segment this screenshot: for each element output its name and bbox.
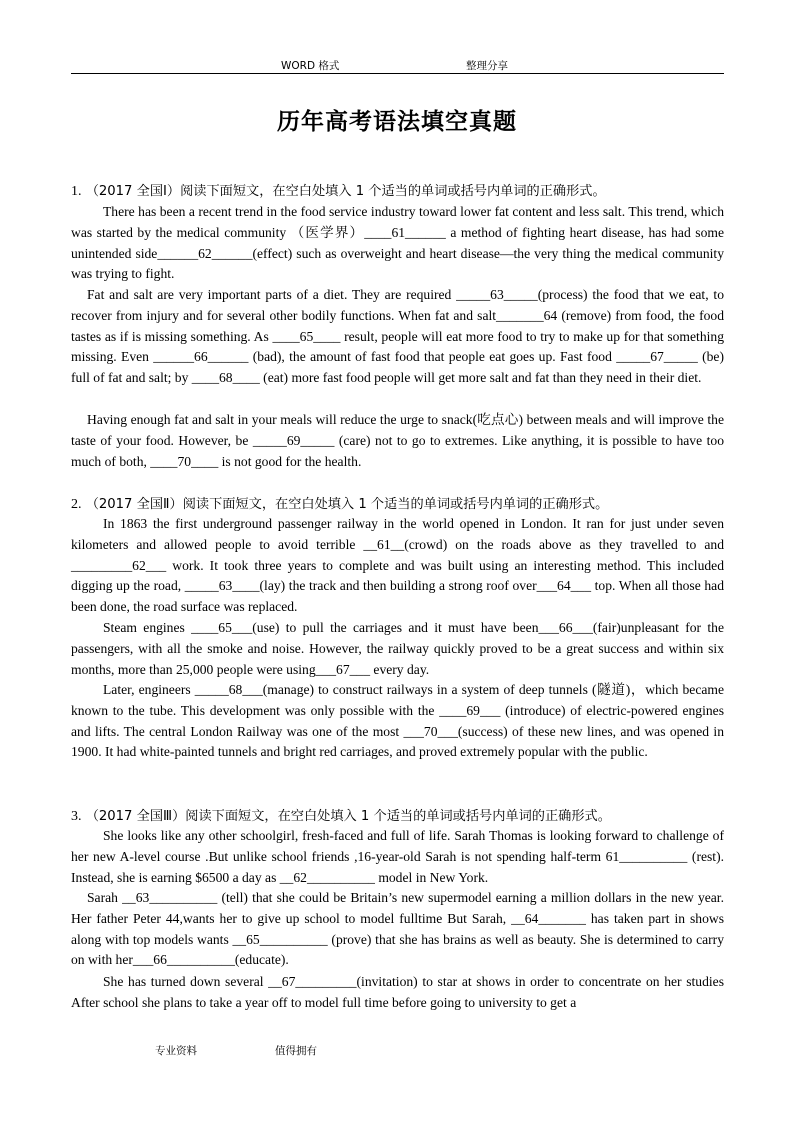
- question-1-heading: [71, 180, 606, 200]
- question-1-paragraph-2: Fat and salt are very important parts of a diet. They are required _____63_____(process) the food that we eat, to recover from injury and for several other bodily functions. When fat and salt_______64 (remove) from food, the food tastes as if is missing something. As ____65____ result, people will eat more food to try to make up for that something missing. Even ______66______ (bad), the amount of fast food that people eat goes up. Fast food _____67_____ (be) full of fat and salt; by ____68____ (eat) more fast food people will get more salt and fat than they need in their diet.: [71, 287, 724, 386]
- question-1-paragraph-1: There has been a recent trend in the food service industry toward lower fat content and less salt. This trend, which was started by the medical community （医学界）____61______ a method of fighting heart disease, has had some unintended side______62______(effect) such as overweight and heart disease—the very thing the medical community was trying to fight.: [71, 204, 724, 282]
- question-2-instruction: （2017 全国Ⅱ）阅读下面短文，在空白处填入 1 个适当的单词或括号内单词的正确形式。: [85, 497, 609, 512]
- question-2-paragraph-2: Steam engines ____65___(use) to pull the carriages and it must have been___66___(fair)unpleasant for the passengers, with all the smoke and noise. However, the railway quickly proved to be a great success and within six months, more than 25,000 people were using___67___ every day.: [71, 620, 724, 677]
- footer-left: 专业资料: [155, 1045, 197, 1057]
- header-right: 整理分享: [466, 60, 508, 72]
- question-2-paragraph-1: In 1863 the first underground passenger railway in the world opened in London. It ran for just under seven kilometers and allowed people to avoid terrible __61__(crowd) on the roads above as they travelled to and _________62___ work. It took three years to complete and was built using an interesting method. This included digging up the road, _____63____(lay) the track and then building a strong roof over___64___ top. When all those had been done, the road surface was replaced.: [71, 516, 724, 615]
- footer-right: 值得拥有: [275, 1045, 317, 1057]
- question-3-paragraph-2: Sarah __63__________ (tell) that she could be Britain’s new supermodel earning a million dollars in the new year. Her father Peter 44,wants her to give up school to model fulltime But Sarah, __64_______ has taken part in shows along with top models wants __65__________ (prove) that she has brains as well as beauty. She is determined to carry on with her___66__________(educate).: [71, 890, 724, 968]
- question-2-number: 2.: [71, 497, 82, 512]
- question-1-number: 1.: [71, 184, 82, 199]
- question-2-heading: [71, 493, 608, 513]
- question-1-instruction: （2017 全国Ⅰ）阅读下面短文，在空白处填入 1 个适当的单词或括号内单词的正确形式。: [85, 184, 606, 199]
- page-title: 历年高考语法填空真题: [277, 109, 517, 135]
- question-3-heading: [71, 805, 611, 825]
- question-1-paragraph-3: Having enough fat and salt in your meals will reduce the urge to snack(吃点心) between meals and will improve the taste of your food. However, be _____69_____ (care) not to go to extremes. Like anything, it is possible to have too much of both, ____70____ is not good for the health.: [71, 412, 724, 469]
- question-3-number: 3.: [71, 809, 82, 824]
- question-3-paragraph-1: She looks like any other schoolgirl, fresh-faced and full of life. Sarah Thomas is looking forward to challenge of her new A-level course .But unlike school friends ,16-year-old Sarah is not spending half-term 61__________ (rest). Instead, she is earning $6500 a day as __62__________ model in New York.: [71, 828, 724, 885]
- question-2-paragraph-3: Later, engineers _____68___(manage) to construct railways in a system of deep tunnels (隧道)，which became known to the tube. This development was only possible with the ____69___ (introduce) of electric-powered engines and lifts. The central London Railway was one of the most ___70___(success) of these new lines, and was opened in 1900. It had white-painted tunnels and bright red carriages, and proved extremely popular with the public.: [71, 682, 724, 760]
- header-divider: [71, 73, 724, 74]
- question-3-paragraph-3: She has turned down several __67_________(invitation) to star at shows in order to concentrate on her studies After school she plans to take a year off to model full time before going to university to get a: [71, 974, 724, 1010]
- question-3-instruction: （2017 全国Ⅲ）阅读下面短文，在空白处填入 1 个适当的单词或括号内单词的正确形式。: [85, 809, 611, 824]
- header-left: WORD 格式: [281, 60, 340, 72]
